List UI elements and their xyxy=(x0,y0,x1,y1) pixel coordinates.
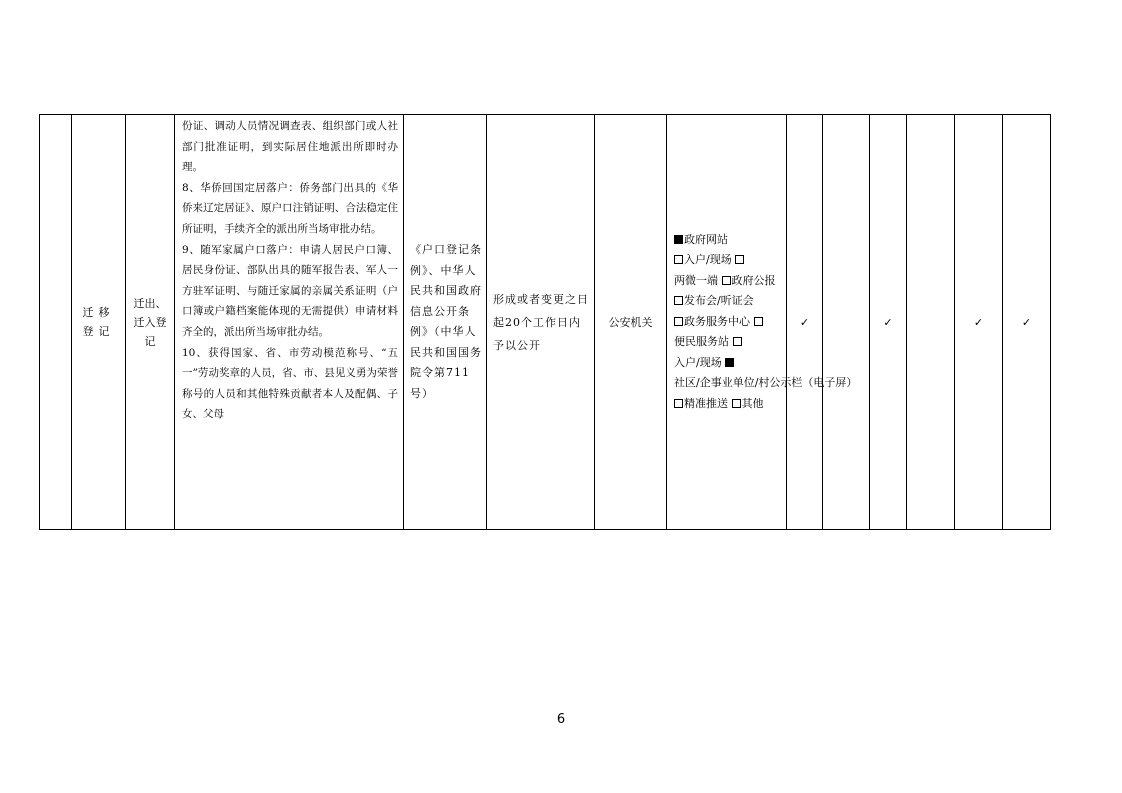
basis-cell xyxy=(175,115,404,530)
channels-cell xyxy=(667,115,858,530)
empty-mark-cell xyxy=(823,115,870,530)
subject-cell: 公安机关 xyxy=(595,115,667,530)
channel-label: 精准推送 xyxy=(684,396,728,410)
channel-label: 政府网站 xyxy=(684,232,728,246)
channel-label: 发布会/听证会 xyxy=(684,294,754,308)
channel-label: 政务服务中心 xyxy=(684,314,750,328)
checkbox-icon xyxy=(725,358,734,367)
blank-cell xyxy=(40,115,72,530)
disclosure-table xyxy=(39,114,1051,530)
channel-label: 其他 xyxy=(741,396,764,410)
subcategory-cell: 迁出、迁入登记 xyxy=(126,115,175,530)
legal-basis-cell: 《户口登记条例》、中华人民共和国政府信息公开条例》（中华人民共和国国务院令第711号） xyxy=(404,115,487,530)
category-cell: 迁移登记 xyxy=(72,115,126,530)
basis-line: 10、获得国家、省、市劳动模范称号、“五一”劳动奖章的人员，省、市、县见义勇为荣誉称号的人员和其他特殊贡献者本人及配偶、子女、父母 xyxy=(182,346,398,421)
basis-line: 9、随军家属户口落户：申请人居民户口簿、居民身份证、部队出具的随军报告表、军人一方驻军证明、与随迁家属的亲属关系证明（户口簿或户籍档案能体现的无需提供）申请材料齐全的，派出所当场审批办结。 xyxy=(182,243,398,338)
channel-label: 政府公报 xyxy=(731,273,776,287)
channel-label: 便民服务站 xyxy=(674,335,729,349)
checkbox-icon xyxy=(674,317,683,326)
checkbox-icon xyxy=(674,296,683,305)
channel-label: 两微一端 xyxy=(674,273,718,287)
channel-label: 社区/企事业单位/村公示栏（电子屏） xyxy=(674,376,858,390)
channel-label: 入户/现场 xyxy=(684,253,732,267)
basis-line: 8、华侨回国定居落户：侨务部门出具的《华侨来辽定居证》、原户口注销证明、合法稳定住所证明，手续齐全的派出所当场审批办结。 xyxy=(182,181,398,235)
checkbox-icon xyxy=(733,337,742,346)
table-row xyxy=(40,115,1051,530)
empty-mark-cell xyxy=(907,115,955,530)
checkbox-icon xyxy=(674,235,683,244)
checkbox-icon xyxy=(722,276,731,285)
checkmark-icon: ✓ xyxy=(955,115,1003,530)
checkmark-icon: ✓ xyxy=(787,115,823,530)
checkbox-icon xyxy=(674,255,683,264)
channel-label: 入户/现场 xyxy=(674,355,722,369)
checkmark-icon: ✓ xyxy=(870,115,907,530)
checkbox-icon xyxy=(732,399,741,408)
page-number: 6 xyxy=(556,712,566,727)
checkbox-icon xyxy=(754,317,763,326)
checkbox-icon xyxy=(735,255,744,264)
checkbox-icon xyxy=(674,399,683,408)
basis-line: 份证、调动人员情况调查表、组织部门或人社部门批准证明，到实际居住地派出所即时办理。 xyxy=(182,120,398,174)
checkmark-icon: ✓ xyxy=(1003,115,1051,530)
time-limit-cell: 形成或者变更之日起20个工作日内予以公开 xyxy=(487,115,595,530)
